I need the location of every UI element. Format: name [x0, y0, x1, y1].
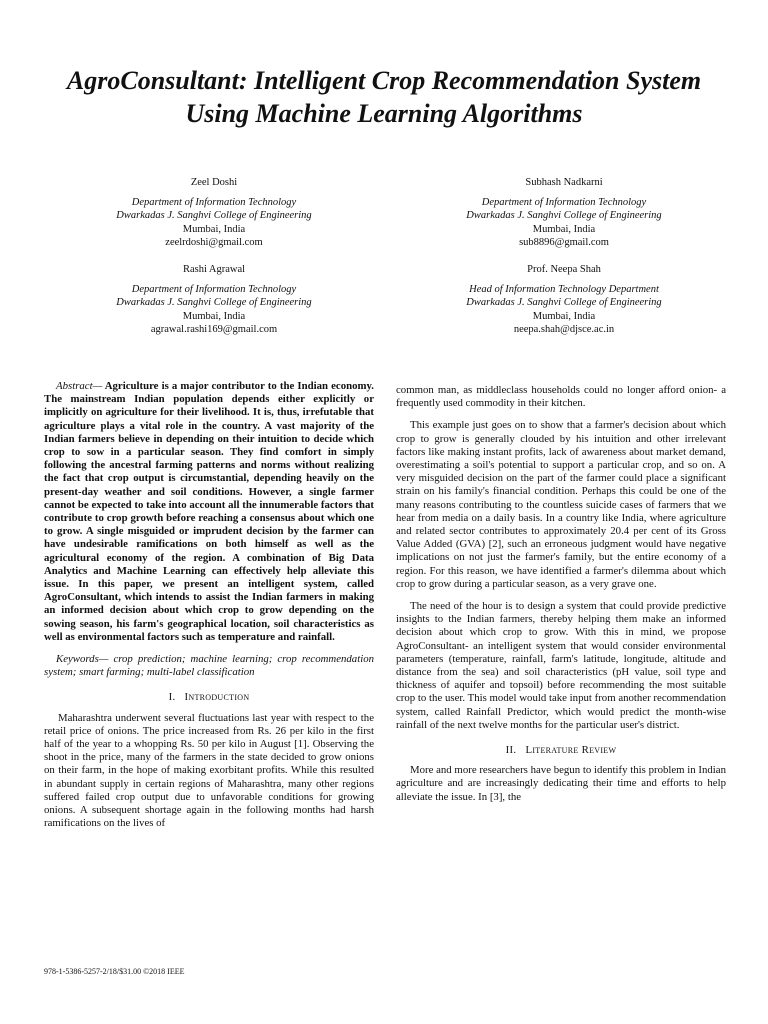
author-name: Zeel Doshi: [190, 177, 238, 188]
paper-title: AgroConsultant: Intelligent Crop Recommendation System Using Machine Learning Algorithms: [66, 66, 702, 128]
copyright-footer: 978-1-5386-5257-2/18/$31.00 ©2018 IEEE: [44, 967, 185, 976]
author-location: Mumbai, India: [532, 223, 596, 235]
author-email: sub8896@gmail.com: [519, 237, 609, 248]
author-block: [414, 176, 714, 250]
author-department: Department of Information Technology: [481, 196, 647, 208]
section-title: Literature Review: [525, 744, 617, 757]
introduction-paragraph: The need of the hour is to design a system that could provide predictive insights to the Indian farmers, thereby helping them make an informed decision about which crop to grow. With this in mind, we propose AgroConsultant- an intelligent system that would consider environmental parameters (temperature, rainfall, farm's latitude, longitude, altitude and distance from the sea) and soil characteristics (pH value, soil type and thickness of aquifer and topsoil) before recommending the most suitable crop to the user. This model would take input from another recommendation system, called Rainfall Predictor, which would predict the month-wise rainfall of the next twelve months for the particular user's district.: [396, 600, 726, 731]
author-college: Dwarkadas J. Sanghvi College of Engineering: [466, 297, 662, 308]
abstract: [44, 380, 374, 644]
section-title: Introduction: [184, 691, 250, 704]
author-block: [64, 176, 364, 250]
author-location: Mumbai, India: [182, 223, 246, 235]
author-department: Head of Information Technology Department: [469, 283, 659, 295]
left-column: [44, 380, 374, 831]
author-location: Mumbai, India: [532, 310, 596, 322]
right-column: [396, 384, 726, 804]
author-college: Dwarkadas J. Sanghvi College of Engineering: [466, 210, 662, 221]
keywords: Keywords— crop prediction; machine learning; crop recommendation system; smart farming; multi-label classification: [44, 653, 374, 679]
abstract-text: Agriculture is a major contributor to the Indian economy. The mainstream Indian population depends either explicitly or implicitly on agriculture for their livelihood. It is, thus, irrefutable that agriculture plays a vital role in the country. A vast majority of the Indian farmers believe in depending on their intuition to decide which crop to sow in a particular season. They find comfort in simply following the ancestral farming patterns and norms without realizing the fact that crop output is circumstantial, depending heavily on the present-day weather and soil conditions. However, a single farmer cannot be expected to take into account all the innumerable factors that contribute to crop growth before reaching a consensus about which one to grow. A single misguided or imprudent decision by the farmer can have undesirable ramifications on both himself as well as the agricultural economy of the region. A combination of Big Data Analytics and Machine Learning can effectively help alleviate this issue. In this paper, we present an intelligent system, called AgroConsultant, which intends to assist the Indian farmers in making an informed decision about which crop to grow depending on the sowing season, his farm's geographical location, soil characteristics as well as environmental factors such as temperature and rainfall.: [44, 380, 374, 643]
author-location: Mumbai, India: [182, 310, 246, 322]
author-name: Subhash Nadkarni: [525, 177, 603, 188]
author-name: Rashi Agrawal: [182, 264, 246, 275]
author-block: [64, 263, 364, 337]
author-name: Prof. Neepa Shah: [527, 264, 601, 275]
author-email: agrawal.rashi169@gmail.com: [150, 324, 278, 335]
continued-paragraph: common man, as middleclass households could no longer afford onion- a frequently used commodity in their kitchen.: [396, 384, 726, 410]
introduction-paragraph: This example just goes on to show that a farmer's decision about which crop to grow is generally clouded by his intuition and other irrelevant factors like making instant profits, lack of awareness about market demand, overestimating a soil's potential to support a particular crop, and so on. A very misguided decision on the part of the farmer could place a significant strain on his family's financial condition. Perhaps this could be one of the many reasons contributing to the countless suicide cases of farmers that we hear from media on a daily basis. In a country like India, where agriculture and related sector contributes to approximately 20.4 per cent of its Gross Value Added (GVA) [2], such an erroneous judgment would have negative implications on not just the farmer's family, but the entire economy of a region. For this reason, we have identified a farmer's dilemma about which crop to grow during a particular season, as a very grave one.: [396, 419, 726, 590]
section-number: II.: [505, 744, 517, 757]
introduction-paragraph: Maharashtra underwent several fluctuations last year with respect to the retail price of onions. The price increased from Rs. 26 per kilo in the first half of the year to a whopping Rs. 50 per kilo in August [1]. Observing the shoot in the price, many of the farmers in the state decided to grow onions on their farm, in the hope of making exorbitant profits. While this resulted in abundant supply in certain regions of Maharashtra, many other regions suffered failed crop output due to unfavorable conditions for growing onions. A subsequent shortage again in the following months had harsh ramifications on the lives of: [44, 711, 374, 830]
author-college: Dwarkadas J. Sanghvi College of Engineering: [116, 210, 312, 221]
abstract-label: Abstract—: [56, 380, 103, 392]
author-block: [414, 263, 714, 337]
author-department: Department of Information Technology: [131, 283, 297, 295]
author-department: Department of Information Technology: [131, 196, 297, 208]
author-email: neepa.shah@djsce.ac.in: [513, 324, 615, 335]
section-heading-introduction: [44, 691, 374, 704]
section-number: I.: [168, 691, 176, 704]
literature-review-paragraph: More and more researchers have begun to identify this problem in Indian agriculture and are increasingly dedicating their time and efforts to help alleviate the issue. In [3], the: [396, 764, 726, 803]
author-email: zeelrdoshi@gmail.com: [165, 237, 263, 248]
section-heading-literature-review: [396, 744, 726, 757]
author-college: Dwarkadas J. Sanghvi College of Engineering: [116, 297, 312, 308]
